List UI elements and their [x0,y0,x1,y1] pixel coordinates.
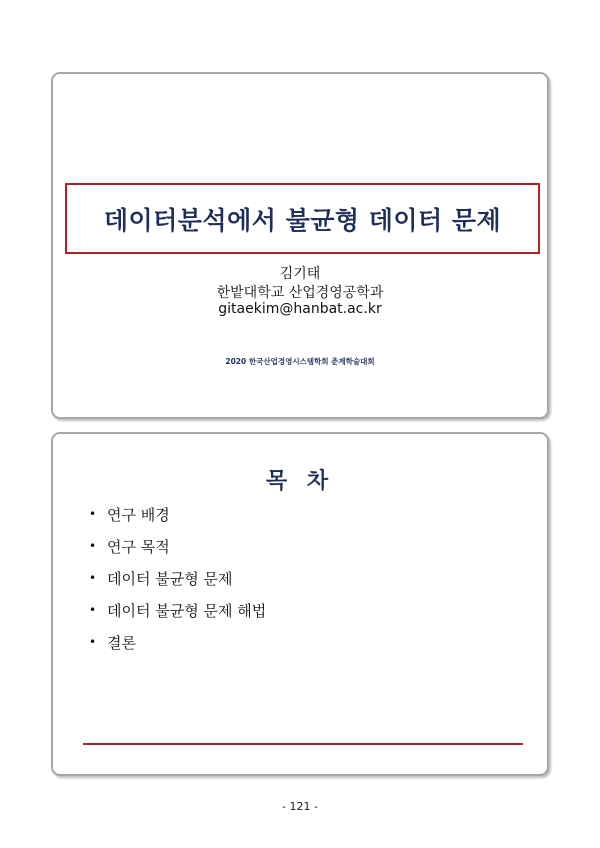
author-email: gitaekim@hanbat.ac.kr [218,301,382,317]
bullet-icon: • [89,603,97,617]
slide-title: 데이터분석에서 불균형 데이터 문제 [103,205,502,235]
toc-item [89,498,266,530]
bullet-icon: • [89,507,97,521]
footer-divider [83,743,523,745]
toc-item-label: 연구 배경 [107,505,170,524]
title-box [65,183,540,254]
author-department: 한밭대학교 산업경영공학과 [216,285,384,301]
bullet-icon: • [89,539,97,553]
toc-item-label: 결론 [107,633,136,652]
toc-item-label: 연구 목적 [107,537,170,556]
toc-item-label: 데이터 불균형 문제 해법 [107,601,267,620]
conference-name: 2020 한국산업경영시스템학회 춘계학술대회 [225,357,375,366]
toc-item-label: 데이터 불균형 문제 [107,569,233,588]
bullet-icon: • [89,635,97,649]
author-name: 김기태 [279,266,321,282]
title-slide [51,72,549,419]
toc-slide [51,432,549,776]
toc-item [89,530,266,562]
toc-title: 목 차 [265,469,335,494]
toc-list [89,498,266,658]
page-number: - 121 - [282,800,318,813]
bullet-icon: • [89,571,97,585]
toc-item [89,562,266,594]
toc-item [89,626,266,658]
toc-item [89,594,266,626]
